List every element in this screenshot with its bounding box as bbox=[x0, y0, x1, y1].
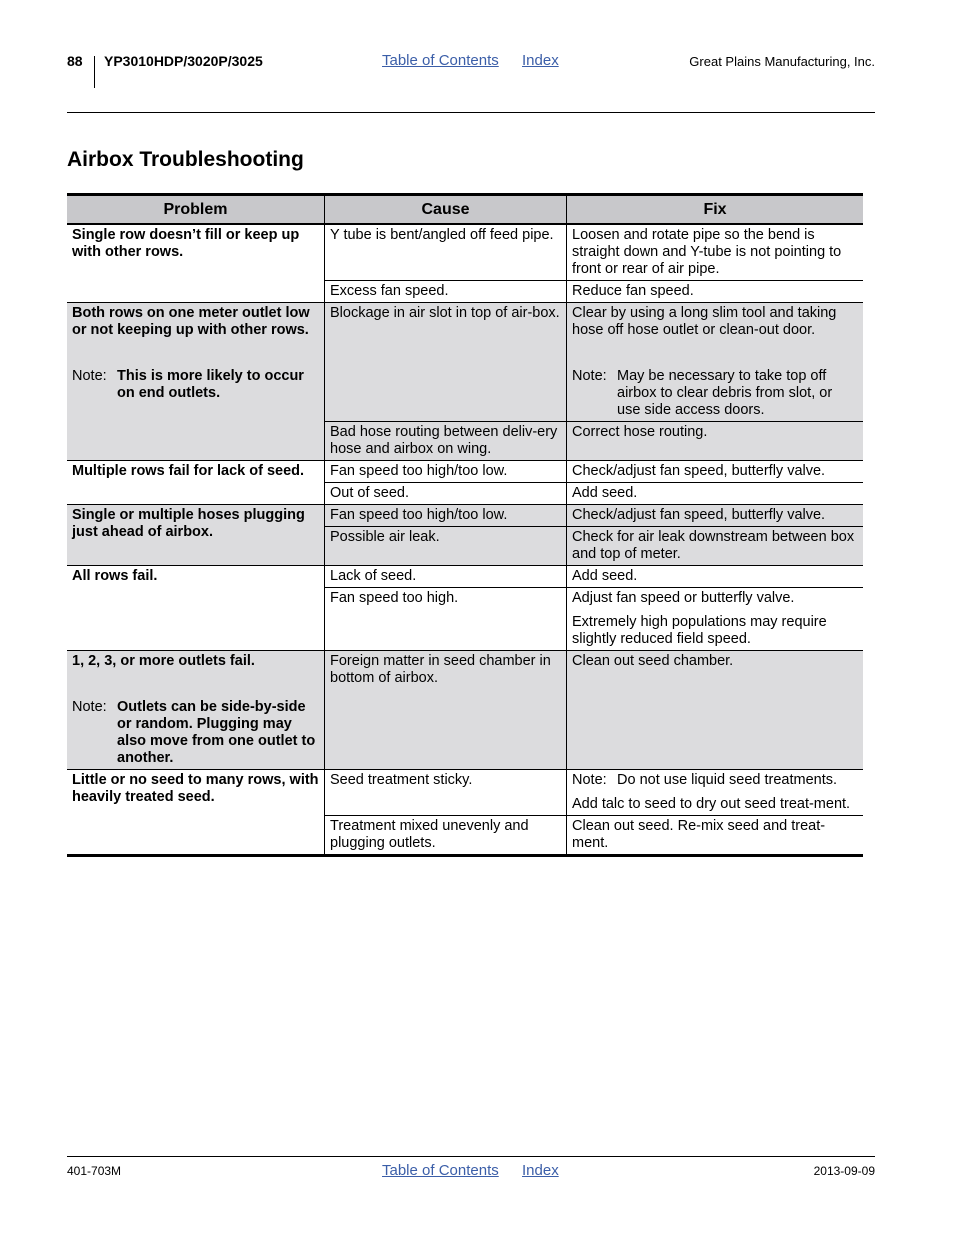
fix-cell: Reduce fan speed. bbox=[567, 281, 864, 303]
fix-cell bbox=[567, 588, 864, 651]
problem-cell: Single or multiple hoses plugging just ahead of airbox. bbox=[67, 505, 325, 566]
cause-cell: Fan speed too high/too low. bbox=[325, 461, 567, 483]
note-label: Note: bbox=[572, 368, 607, 384]
fix-cell: Check/adjust fan speed, butterfly valve. bbox=[567, 505, 864, 527]
header-problem: Problem bbox=[67, 195, 325, 225]
fix-cell: Check for air leak downstream between box and top of meter. bbox=[567, 527, 864, 566]
fix-cell: Clean out seed. Re-mix seed and treat-ment. bbox=[567, 816, 864, 856]
cause-cell: Fan speed too high/too low. bbox=[325, 505, 567, 527]
fix-note bbox=[572, 368, 859, 419]
table-row bbox=[67, 505, 863, 527]
table-row bbox=[67, 461, 863, 483]
fix-cell: Add seed. bbox=[567, 483, 864, 505]
footer-rule bbox=[67, 1156, 875, 1157]
document-date: 2013-09-09 bbox=[813, 1164, 875, 1178]
toc-link-footer[interactable]: Table of Contents bbox=[382, 1162, 499, 1179]
problem-note bbox=[72, 699, 320, 767]
problem-text: 1, 2, 3, or more outlets fail. bbox=[72, 653, 255, 669]
fix-cell bbox=[567, 770, 864, 816]
problem-cell: Multiple rows fail for lack of seed. bbox=[67, 461, 325, 505]
note-label: Note: bbox=[72, 368, 107, 384]
fix-note bbox=[572, 772, 859, 789]
note-text: Outlets can be side-by-side or random. Plugging may also move from one outlet to another. bbox=[117, 699, 316, 766]
toc-link-header[interactable]: Table of Contents bbox=[382, 52, 499, 69]
note-text: This is more likely to occur on end outlets. bbox=[117, 368, 304, 401]
problem-cell: Little or no seed to many rows, with heavily treated seed. bbox=[67, 770, 325, 856]
problem-text: Both rows on one meter outlet low or not keeping up with other rows. bbox=[72, 305, 310, 338]
fix-text: Add talc to seed to dry out seed treat-ment. bbox=[572, 796, 851, 812]
table-row bbox=[67, 770, 863, 816]
index-link-footer[interactable]: Index bbox=[522, 1162, 559, 1179]
problem-cell: All rows fail. bbox=[67, 566, 325, 651]
page-number: 88 bbox=[67, 53, 83, 69]
cause-cell: Possible air leak. bbox=[325, 527, 567, 566]
fix-cell: Loosen and rotate pipe so the bend is straight down and Y-tube is not pointing to front or rear of air pipe. bbox=[567, 224, 864, 281]
problem-cell bbox=[67, 651, 325, 770]
cause-cell: Excess fan speed. bbox=[325, 281, 567, 303]
fix-cell: Clean out seed chamber. bbox=[567, 651, 864, 770]
table-row bbox=[67, 651, 863, 770]
fix-text: Extremely high populations may require slightly reduced field speed. bbox=[572, 614, 827, 647]
model-name: YP3010HDP/3020P/3025 bbox=[104, 53, 263, 69]
note-label: Note: bbox=[572, 772, 607, 788]
cause-cell: Treatment mixed unevenly and plugging outlets. bbox=[325, 816, 567, 856]
page-title: Airbox Troubleshooting bbox=[67, 148, 304, 171]
fix-text: Adjust fan speed or butterfly valve. bbox=[572, 590, 795, 606]
header-cause: Cause bbox=[325, 195, 567, 225]
fix-cell: Check/adjust fan speed, butterfly valve. bbox=[567, 461, 864, 483]
note-text: May be necessary to take top off airbox to clear debris from slot, or use side access doors. bbox=[617, 368, 833, 418]
fix-text: Clear by using a long slim tool and taking hose off hose outlet or clean-out door. bbox=[572, 305, 837, 338]
document-code: 401-703M bbox=[67, 1164, 122, 1178]
cause-cell: Seed treatment sticky. bbox=[325, 770, 567, 816]
cause-cell: Blockage in air slot in top of air-box. bbox=[325, 303, 567, 422]
cause-cell: Lack of seed. bbox=[325, 566, 567, 588]
company-name: Great Plains Manufacturing, Inc. bbox=[689, 54, 875, 69]
fix-cell: Add seed. bbox=[567, 566, 864, 588]
table-row bbox=[67, 566, 863, 588]
cause-cell: Y tube is bent/angled off feed pipe. bbox=[325, 224, 567, 281]
header-fix: Fix bbox=[567, 195, 864, 225]
table-row bbox=[67, 224, 863, 281]
header-rule bbox=[67, 112, 875, 113]
header-divider bbox=[94, 56, 95, 88]
problem-note bbox=[72, 368, 320, 402]
table-row bbox=[67, 303, 863, 422]
problem-cell bbox=[67, 303, 325, 461]
cause-cell: Foreign matter in seed chamber in bottom of airbox. bbox=[325, 651, 567, 770]
fix-cell bbox=[567, 303, 864, 422]
table-header-row bbox=[67, 195, 863, 225]
note-label: Note: bbox=[72, 699, 107, 715]
note-text: Do not use liquid seed treatments. bbox=[617, 772, 838, 788]
troubleshooting-table bbox=[67, 193, 863, 857]
index-link-header[interactable]: Index bbox=[522, 52, 559, 69]
cause-cell: Fan speed too high. bbox=[325, 588, 567, 651]
problem-cell: Single row doesn’t fill or keep up with other rows. bbox=[67, 224, 325, 303]
cause-cell: Bad hose routing between deliv-ery hose and airbox on wing. bbox=[325, 422, 567, 461]
fix-cell: Correct hose routing. bbox=[567, 422, 864, 461]
cause-cell: Out of seed. bbox=[325, 483, 567, 505]
